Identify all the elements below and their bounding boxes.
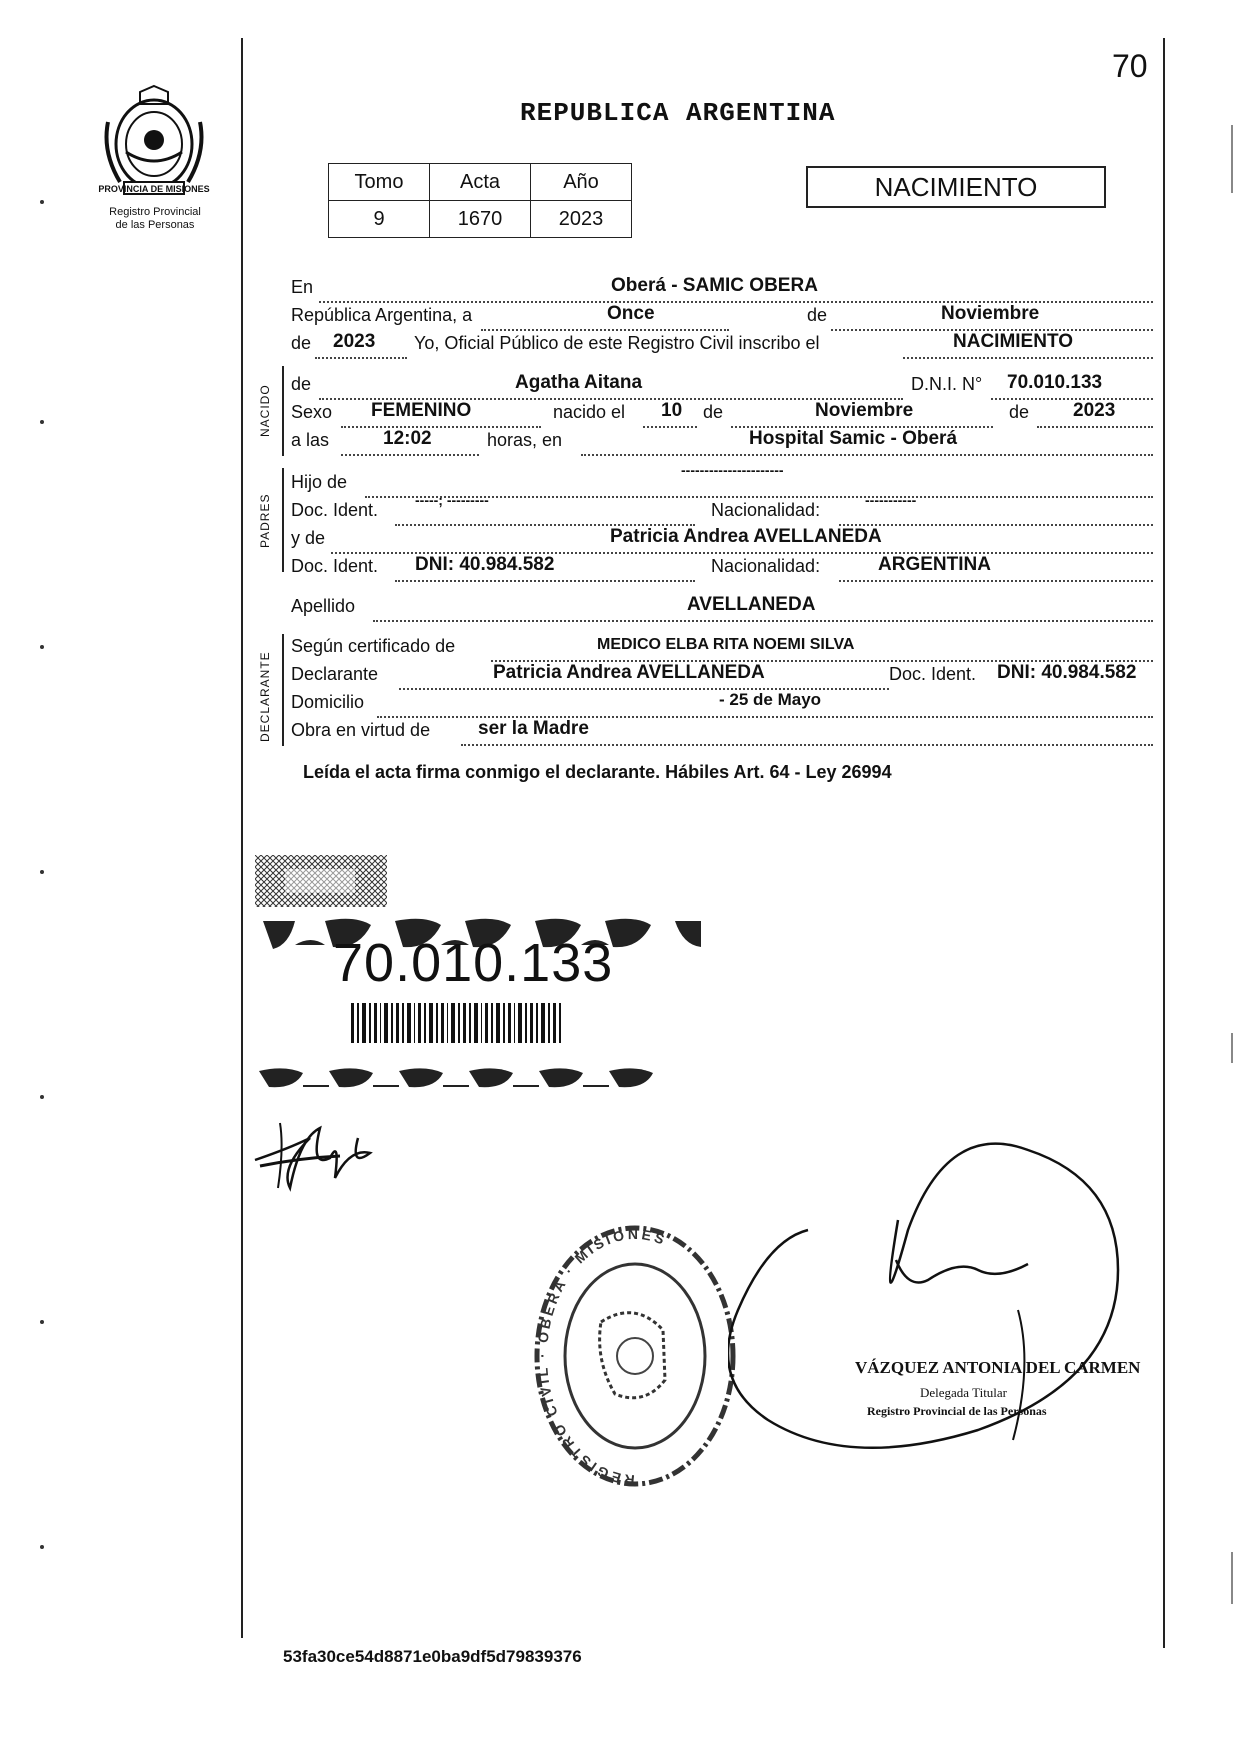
declarante-doc-value: DNI: 40.984.582 (997, 662, 1137, 683)
sexo-value: FEMENINO (371, 400, 472, 421)
left-margin-line (241, 38, 243, 1638)
y-de-label: y de (291, 528, 326, 548)
ref-value-anio: 2023 (531, 201, 632, 238)
document-hash: 53fa30ce54d8871e0ba9df5d79839376 (283, 1647, 582, 1666)
edge-mark (1231, 1552, 1233, 1604)
year: 2023 (333, 331, 376, 352)
form-row-madre (291, 528, 1153, 556)
birth-day: 10 (661, 400, 683, 421)
registry-name (80, 206, 230, 232)
doc-ident-label: Doc. Ident. (291, 500, 379, 520)
madre-name: Patricia Andrea AVELLANEDA (610, 526, 882, 547)
signatory-name: VÁZQUEZ ANTONIA DEL CARMEN (855, 1358, 1141, 1377)
obra-value: ser la Madre (478, 718, 589, 739)
nacionalidad-label: Nacionalidad: (711, 556, 821, 576)
section-divider-padres (282, 468, 284, 572)
dotted-line (461, 744, 1153, 746)
declarante-label: Declarante (291, 664, 379, 684)
republica-label: República Argentina, a (291, 305, 473, 325)
birth-month: Noviembre (815, 400, 914, 421)
registry-name-line2: de las Personas (115, 219, 195, 231)
signatory-role: Delegada Titular (920, 1385, 1008, 1400)
security-dni-number: 70.010.133 (333, 933, 614, 993)
sexo-label: Sexo (291, 402, 333, 422)
ref-value-acta: 1670 (430, 201, 531, 238)
dotted-line (373, 620, 1153, 622)
domicilio-value: - 25 de Mayo (719, 690, 822, 709)
margin-dot (40, 1320, 44, 1324)
dotted-line (643, 426, 697, 428)
margin-dot (40, 420, 44, 424)
obra-label: Obra en virtud de (291, 720, 431, 740)
dotted-line (1037, 426, 1153, 428)
margin-dot (40, 200, 44, 204)
form-row-hora (291, 430, 1153, 458)
dotted-line (341, 426, 541, 428)
dotted-line (903, 357, 1153, 359)
child-name: Agatha Aitana (515, 372, 643, 393)
ref-header-acta: Acta (430, 164, 531, 201)
declarante-name: Patricia Andrea AVELLANEDA (493, 662, 765, 683)
section-label-padres: PADRES (258, 493, 272, 548)
form-row-inscripcion (291, 333, 1153, 361)
form-row-declarante (291, 664, 1153, 692)
form-row-doc-padre (291, 492, 1153, 528)
nacionalidad-label: Nacionalidad: (711, 500, 821, 520)
nac1-value: ----------- (865, 492, 917, 508)
reference-table (328, 163, 632, 238)
section-divider-nacido (282, 366, 284, 456)
edge-mark (1231, 1033, 1233, 1063)
signatory-org: Registro Provincial de las Personas (867, 1404, 1047, 1418)
a-las-label: a las (291, 430, 330, 450)
apellido-value: AVELLANEDA (687, 594, 816, 615)
dotted-line (341, 454, 479, 456)
birth-year: 2023 (1073, 400, 1116, 421)
legal-text: Leída el acta firma conmigo el declarante. Hábiles Art. 64 - Ley 26994 (303, 762, 892, 782)
margin-dot (40, 645, 44, 649)
section-label-declarante: DECLARANTE (258, 651, 272, 742)
inscribe-value: NACIMIENTO (953, 331, 1073, 352)
seal-lettering: REGISTRO CIVIL · OBERÁ · MISIONES (534, 1225, 670, 1489)
form-row-sexo (291, 402, 1153, 430)
margin-dot (40, 1545, 44, 1549)
certificado-label: Según certificado de (291, 636, 456, 656)
form-row-nombre (291, 374, 1153, 402)
official-seal-stamp (525, 1210, 745, 1500)
ref-header-tomo: Tomo (329, 164, 430, 201)
dotted-line (991, 398, 1153, 400)
dotted-line (315, 357, 407, 359)
horas-en-label: horas, en (487, 430, 563, 450)
form-row-doc-madre (291, 556, 1153, 584)
edge-mark (1231, 125, 1233, 193)
section-divider-declarante (282, 634, 284, 746)
de-label: de (807, 305, 828, 325)
en-label: En (291, 277, 314, 297)
hijo-de-label: Hijo de (291, 472, 348, 492)
nacido-de-label: de (291, 374, 312, 394)
dotted-line (395, 580, 695, 582)
province-seal-logo (98, 82, 210, 202)
right-margin-line (1163, 38, 1165, 1648)
dotted-line (481, 329, 729, 331)
doc1-value: -----; --------- (415, 492, 489, 508)
declarante-doc-label: Doc. Ident. (889, 664, 977, 684)
seal-lettering: PROVINCIA DE MISIONES (98, 184, 210, 194)
form-row-en (291, 277, 1153, 305)
hora-value: 12:02 (383, 428, 432, 449)
year-prefix-label: de (291, 333, 312, 353)
month: Noviembre (941, 303, 1040, 324)
record-type-box: NACIMIENTO (806, 166, 1106, 208)
document-title: REPUBLICA ARGENTINA (520, 98, 836, 128)
dni-label: D.N.I. N° (911, 374, 983, 394)
lugar-value: Hospital Samic - Oberá (749, 428, 958, 449)
ref-header-anio: Año (531, 164, 632, 201)
section-label-nacido: NACIDO (258, 384, 272, 437)
doc2-value: DNI: 40.984.582 (415, 554, 555, 575)
apellido-label: Apellido (291, 596, 356, 616)
form-row-domicilio (291, 692, 1153, 720)
form-row-certificado (291, 636, 1153, 664)
nacido-el-label: nacido el (553, 402, 626, 422)
doc-ident-label: Doc. Ident. (291, 556, 379, 576)
child-dni: 70.010.133 (1007, 372, 1103, 393)
certificado-value: MEDICO ELBA RITA NOEMI SILVA (597, 636, 855, 653)
de1-label: de (703, 402, 724, 422)
oficial-text: Yo, Oficial Público de este Registro Civil inscribo el (414, 333, 820, 353)
ref-value-tomo: 9 (329, 201, 430, 238)
page-number: 70 (1112, 48, 1148, 84)
margin-dot (40, 870, 44, 874)
margin-dot (40, 1095, 44, 1099)
dotted-line (839, 580, 1153, 582)
en-value: Oberá - SAMIC OBERA (611, 275, 818, 296)
hijo-de-value: ---------------------- (681, 462, 784, 478)
de2-label: de (1009, 402, 1030, 422)
declarant-signature (250, 1108, 380, 1198)
nac2-value: ARGENTINA (878, 554, 991, 575)
form-row-fecha (291, 305, 1153, 333)
registry-name-line1: Registro Provincial (109, 206, 201, 218)
dotted-line (581, 454, 1153, 456)
dotted-line (839, 524, 1153, 526)
form-row-apellido (291, 596, 1153, 624)
day-word: Once (607, 303, 655, 324)
domicilio-label: Domicilio (291, 692, 365, 712)
form-row-obra (291, 720, 1153, 748)
